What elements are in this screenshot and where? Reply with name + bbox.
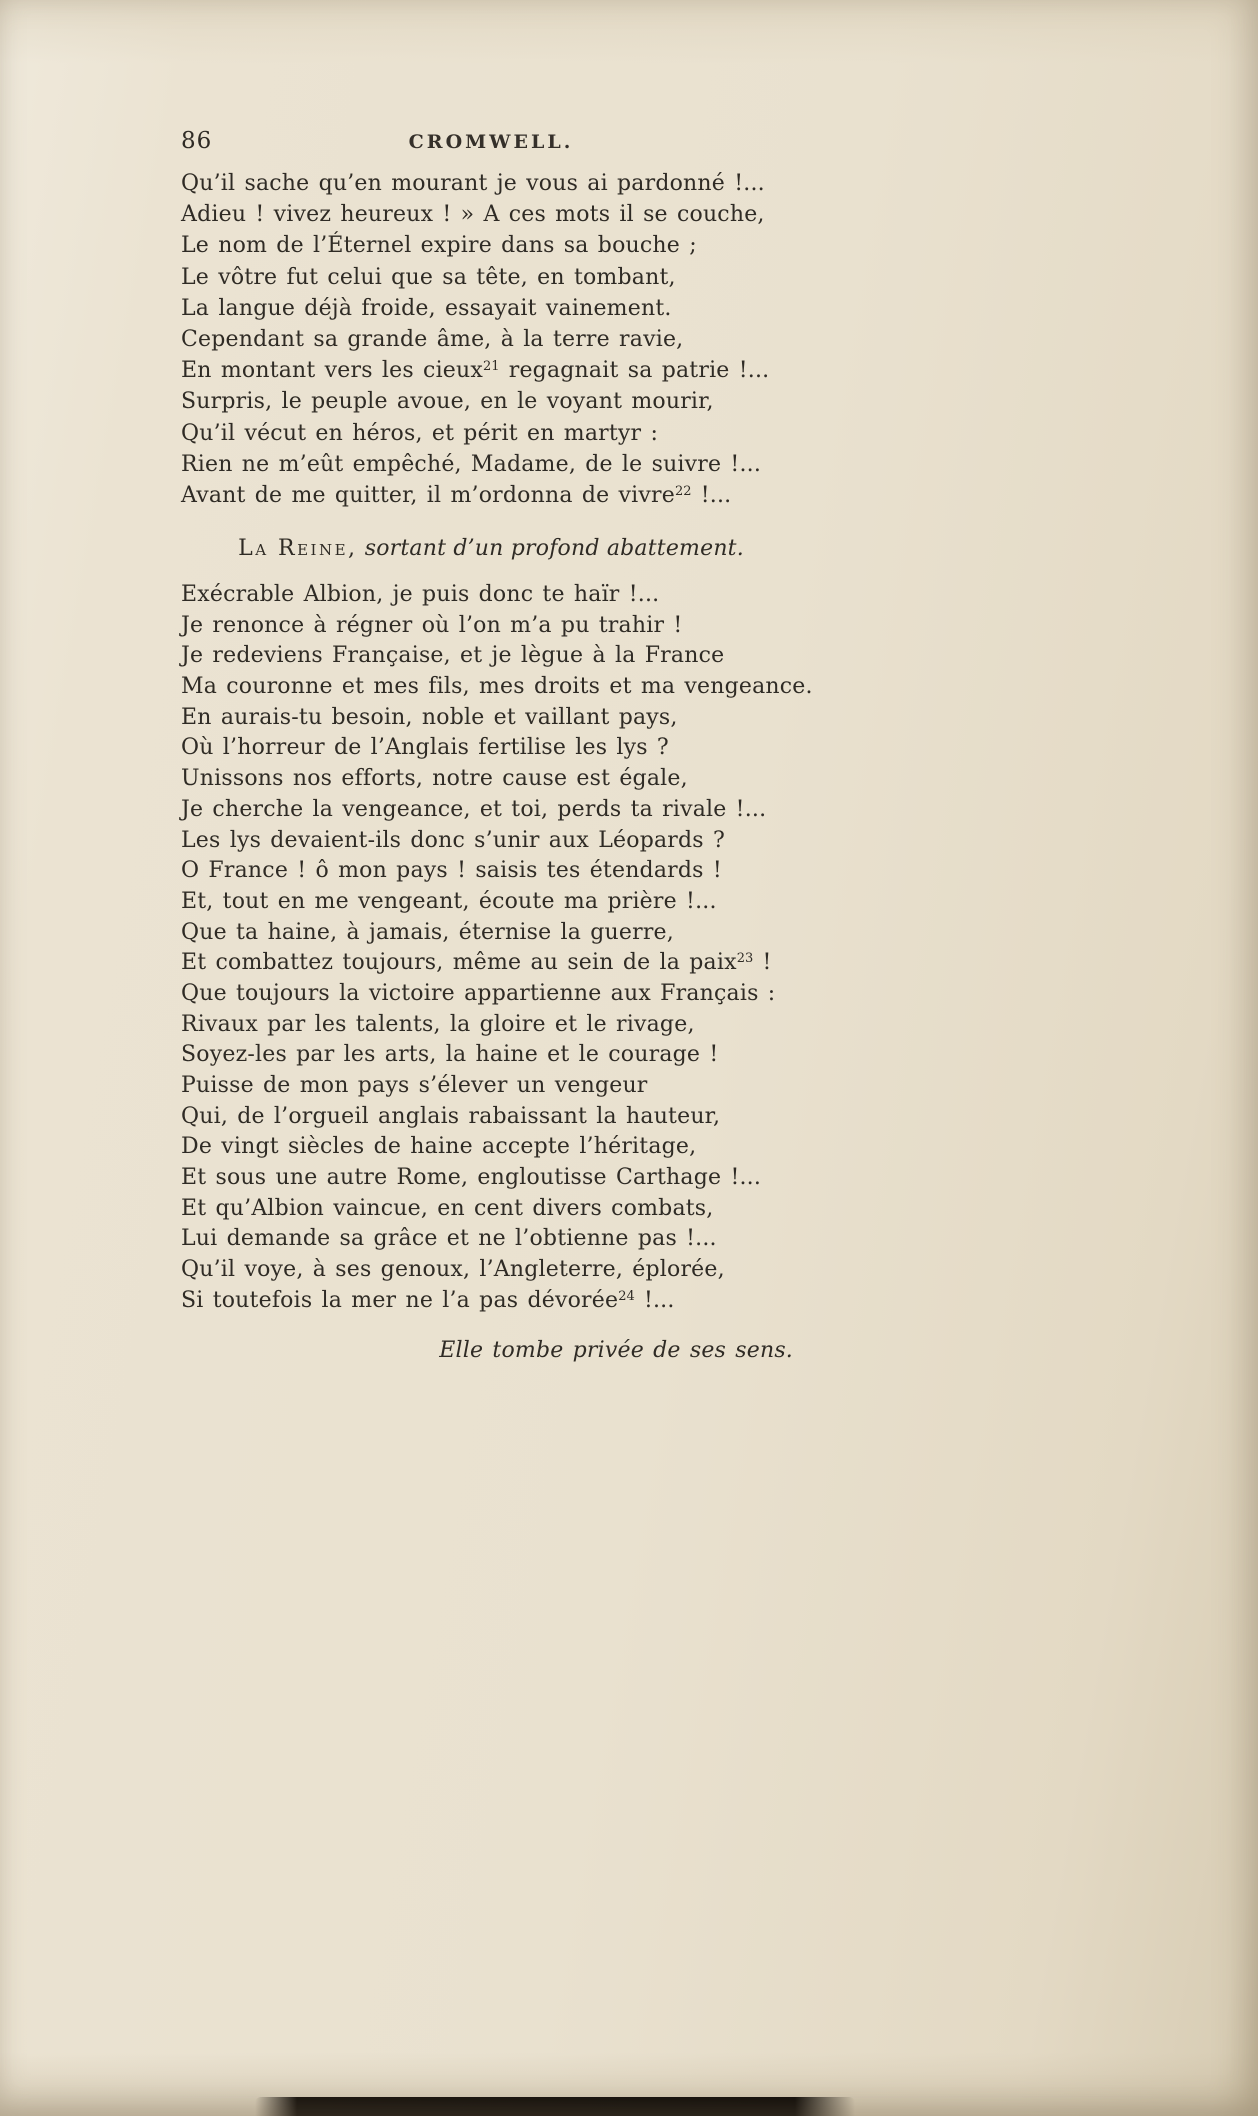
verse-line xyxy=(181,948,901,979)
verse-line-part: !... xyxy=(634,1287,675,1313)
footnote-ref-22: 22 xyxy=(674,483,692,499)
first-speech-block xyxy=(181,168,901,511)
verse-line: Le vôtre fut celui que sa tête, en tombant, xyxy=(181,264,676,290)
verse-line xyxy=(181,355,901,386)
verse-line: Et qu’Albion vaincue, en cent divers combats, xyxy=(181,1195,714,1221)
scene-heading xyxy=(181,536,801,561)
verse-line-part: !... xyxy=(691,482,732,508)
verse-line: Je redeviens Française, et je lègue à la France xyxy=(181,643,725,669)
footnote-ref-23: 23 xyxy=(736,951,754,967)
footnote-ref-24: 24 xyxy=(618,1288,635,1304)
verse-line: Exécrable Albion, je puis donc te haïr !... xyxy=(181,582,660,607)
verse-line: Soyez-les par les arts, la haine et le courage ! xyxy=(181,1042,719,1068)
verse-line: Je renonce à régner où l’on m’a pu trahir ! xyxy=(181,612,683,638)
verse-line: Que ta haine, à jamais, éternise la guerre, xyxy=(181,919,674,945)
stage-direction: sortant d’un profond abattement. xyxy=(357,536,744,561)
verse-line: Qu’il sache qu’en mourant je vous ai pardonné !... xyxy=(181,171,765,196)
verse-line: Lui demande sa grâce et ne l’obtienne pas !... xyxy=(181,1226,717,1252)
page-number: 86 xyxy=(181,128,213,154)
verse-line: O France ! ô mon pays ! saisis tes étendards ! xyxy=(181,858,722,884)
verse-line: Que toujours la victoire appartienne aux Français : xyxy=(181,980,776,1006)
second-speech-block xyxy=(181,580,901,1317)
verse-line: La langue déjà froide, essayait vainement. xyxy=(181,295,672,321)
verse-line: Cependant sa grande âme, à la terre ravie, xyxy=(181,326,684,352)
scan-shadow-artifact xyxy=(255,2097,855,2116)
verse-line: Qu’il voye, à ses genoux, l’Angleterre, éplorée, xyxy=(181,1257,725,1283)
verse-line: Et sous une autre Rome, engloutisse Carthage !... xyxy=(181,1165,762,1191)
verse-line: Adieu ! vivez heureux ! » A ces mots il se couche, xyxy=(181,202,765,228)
verse-line: Rien ne m’eût empêché, Madame, de le suivre !... xyxy=(181,451,762,477)
verse-line: Le nom de l’Éternel expire dans sa bouche ; xyxy=(181,233,697,259)
verse-line-part: Et combattez toujours, même au sein de la paix xyxy=(181,950,737,976)
verse-line-part: En montant vers les cieux xyxy=(181,358,483,384)
verse-line-part: Avant de me quitter, il m’ordonna de vivre xyxy=(181,482,675,508)
speaker-name: La Reine, xyxy=(238,536,358,561)
closing-stage-direction: Elle tombe privée de ses sens. xyxy=(439,1338,793,1363)
verse-line: Surpris, le peuple avoue, en le voyant mourir, xyxy=(181,389,714,415)
verse-line xyxy=(181,480,901,511)
verse-line: Puisse de mon pays s’élever un vengeur xyxy=(181,1073,648,1098)
verse-line-part: regagnait sa patrie !... xyxy=(499,358,770,384)
verse-line: Rivaux par les talents, la gloire et le rivage, xyxy=(181,1011,695,1037)
running-header: CROMWELL. xyxy=(408,131,574,153)
verse-line: Où l’horreur de l’Anglais fertilise les lys ? xyxy=(181,735,669,761)
verse-line: De vingt siècles de haine accepte l’héritage, xyxy=(181,1134,697,1160)
footnote-ref-21: 21 xyxy=(483,359,500,375)
verse-line-part: Si toutefois la mer ne l’a pas dévorée xyxy=(181,1287,619,1313)
verse-line-part: ! xyxy=(753,950,772,976)
verse-line: Qu’il vécut en héros, et périt en martyr : xyxy=(181,420,659,446)
verse-line: Les lys devaient-ils donc s’unir aux Léopards ? xyxy=(181,827,725,853)
verse-line: Qui, de l’orgueil anglais rabaissant la hauteur, xyxy=(181,1103,721,1129)
verse-line: Ma couronne et mes fils, mes droits et ma vengeance. xyxy=(181,674,813,700)
verse-line: En aurais-tu besoin, noble et vaillant pays, xyxy=(181,704,678,730)
verse-line: Et, tout en me vengeant, écoute ma prière !... xyxy=(181,888,717,914)
verse-line xyxy=(181,1286,901,1317)
verse-line: Je cherche la vengeance, et toi, perds ta rivale !... xyxy=(181,796,767,822)
verse-line: Unissons nos efforts, notre cause est égale, xyxy=(181,766,688,792)
